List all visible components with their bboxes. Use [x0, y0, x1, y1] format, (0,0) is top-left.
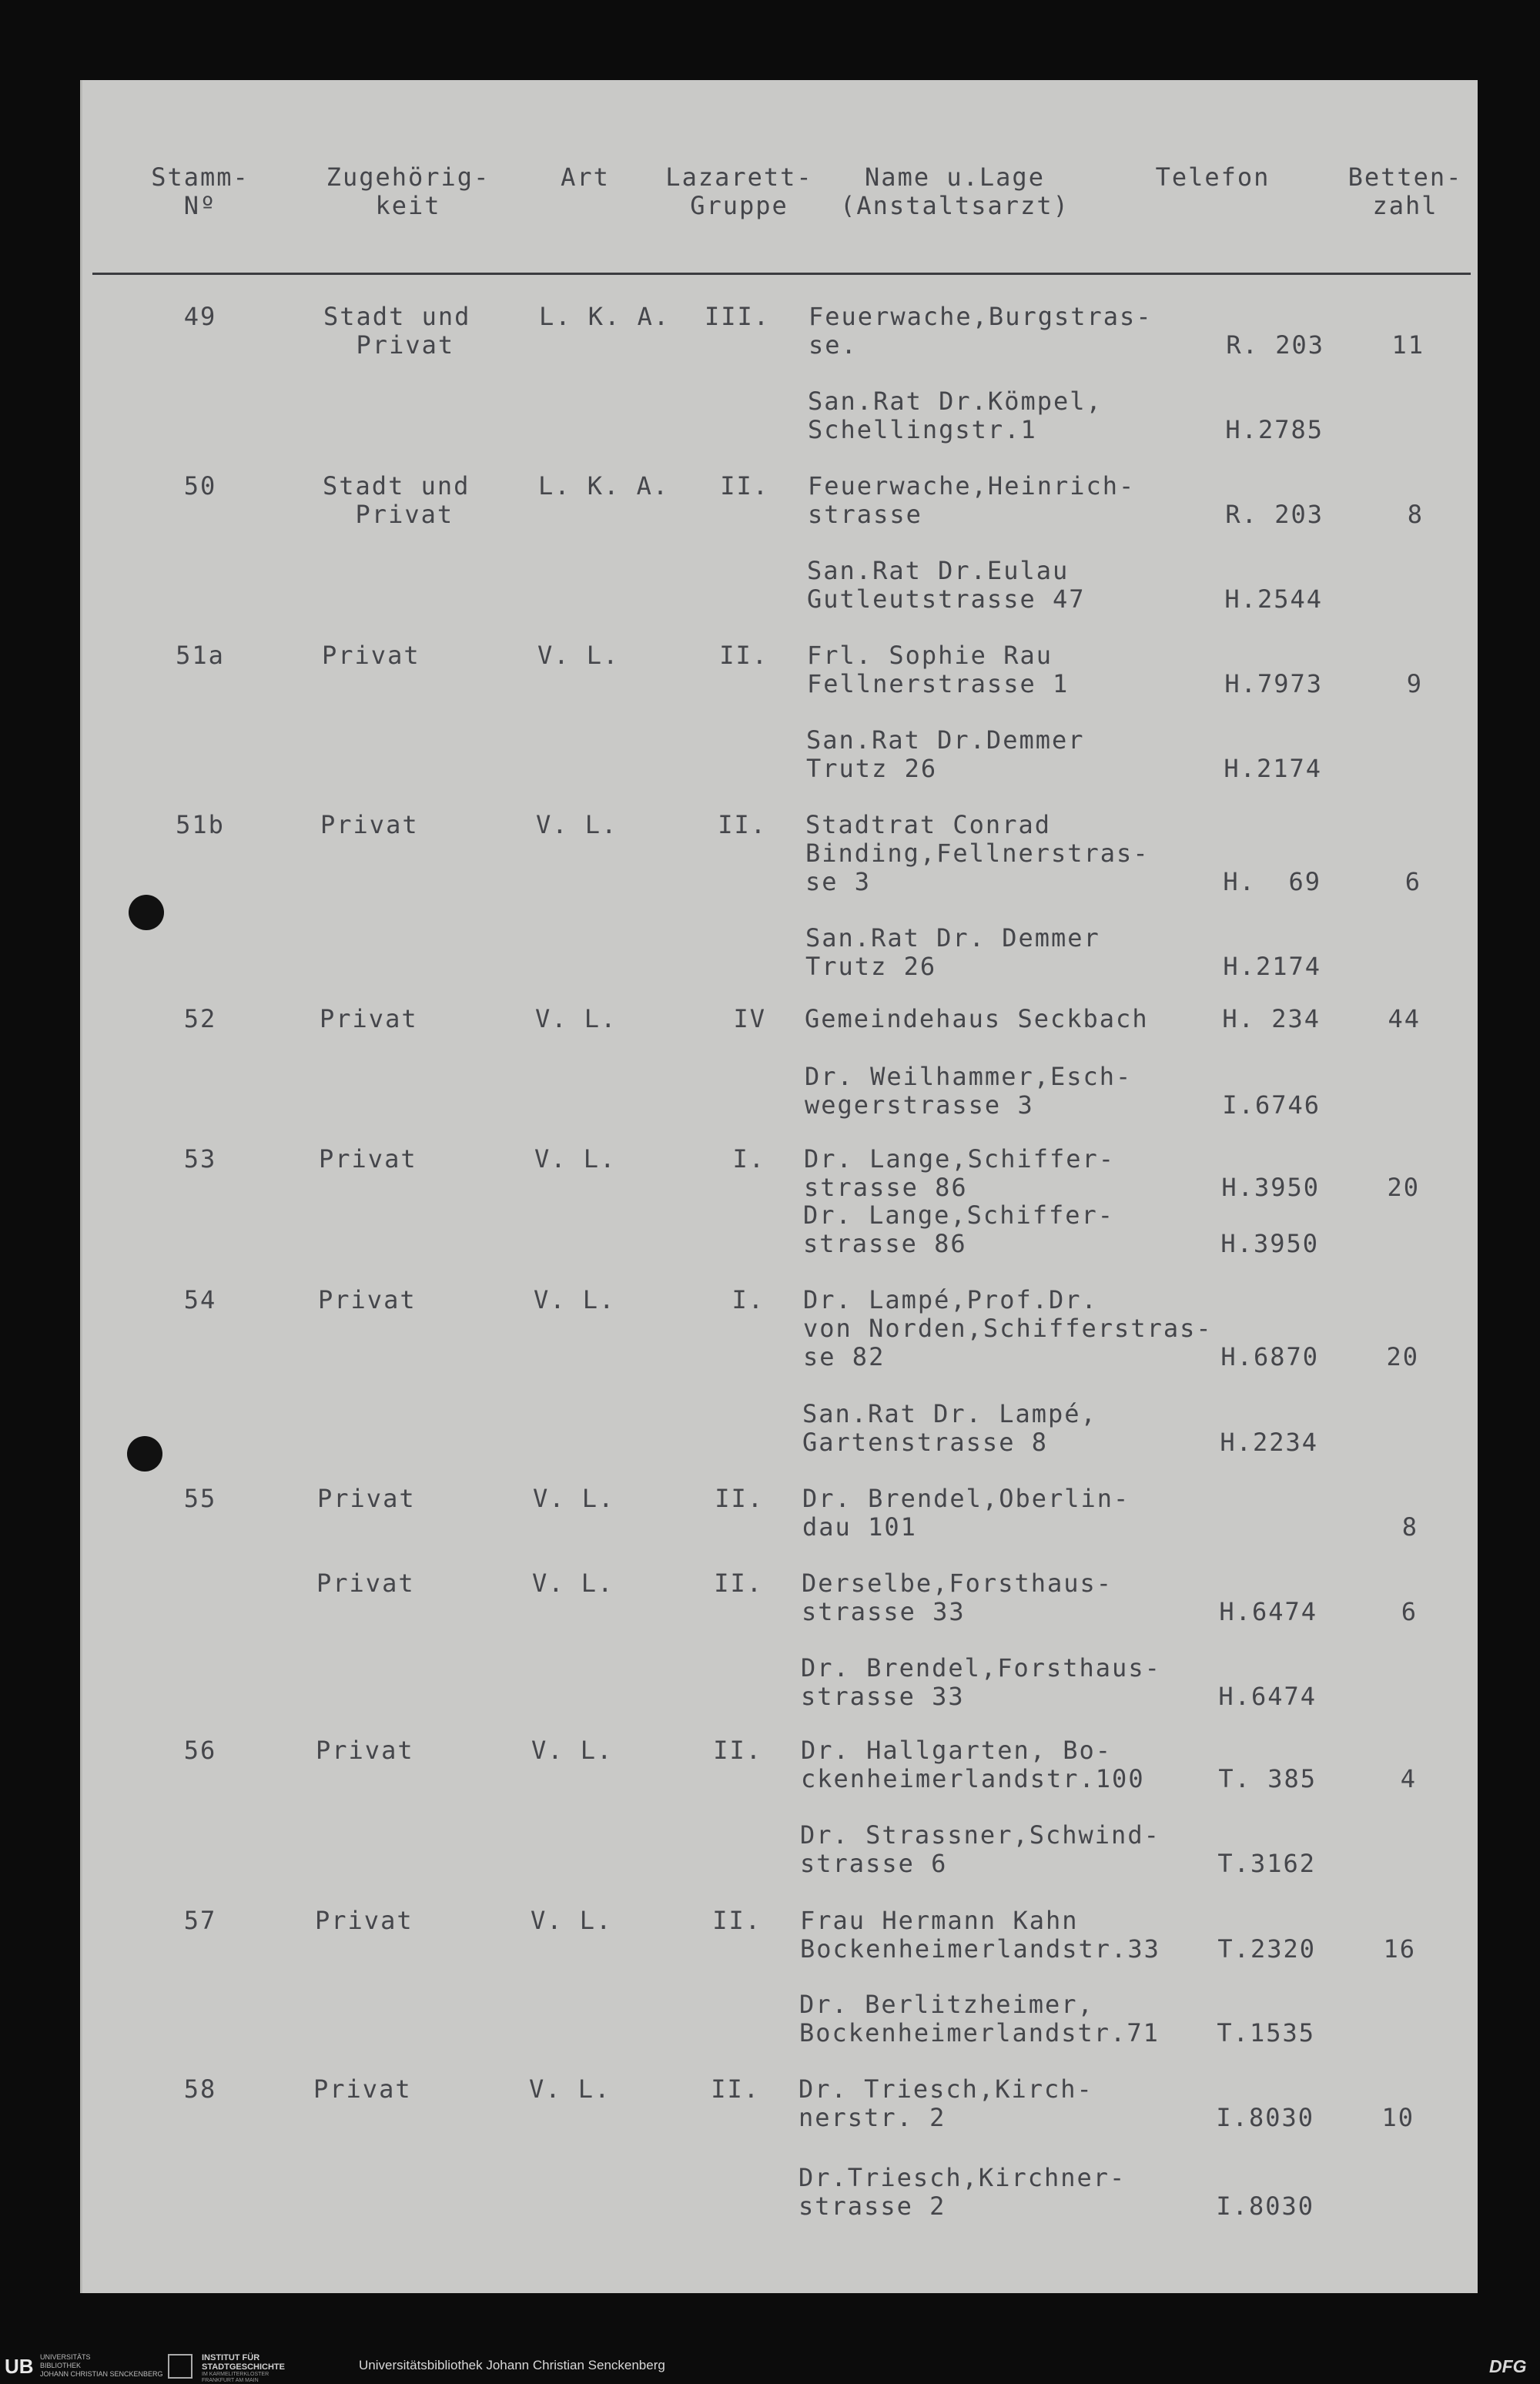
- row-4-bet: 9: [1406, 669, 1423, 698]
- row-22-name: Dr.Triesch,Kirchner- strasse 2: [798, 2163, 1127, 2221]
- row-8-name: Gemeindehaus Seckbach: [805, 1004, 1149, 1033]
- row-22-tel: I.8030: [1216, 2191, 1314, 2221]
- row-8-bet: 44: [1388, 1004, 1421, 1033]
- row-19-grp: II.: [712, 1906, 762, 1935]
- row-21-nr: 58: [183, 2074, 217, 2104]
- row-8-nr: 52: [183, 1004, 217, 1033]
- row-5-tel: H.2174: [1224, 754, 1322, 783]
- header-zugehoerigkeit: Zugehörig- keit: [326, 162, 490, 220]
- row-10-bet: 20: [1387, 1173, 1420, 1202]
- institut-logo-sub: IM KARMELITERKLOSTER FRANKFURT AM MAIN: [202, 2372, 270, 2383]
- row-2-tel: R. 203: [1225, 500, 1324, 529]
- row-10-tel: H.3950: [1221, 1173, 1320, 1202]
- row-9-name: Dr. Weilhammer,Esch- wegerstrasse 3: [805, 1062, 1133, 1120]
- row-2-art: L. K. A.: [538, 471, 670, 501]
- row-0-nr: 49: [183, 302, 217, 331]
- row-10-art: V. L.: [534, 1144, 617, 1174]
- row-6-nr: 51b: [176, 810, 225, 839]
- row-21-grp: II.: [711, 2074, 760, 2104]
- row-15-tel: H.6474: [1219, 1597, 1317, 1626]
- row-17-art: V. L.: [531, 1736, 614, 1765]
- punch-hole-lower: [127, 1436, 162, 1472]
- row-0-bet: 11: [1391, 330, 1424, 360]
- row-0-zug: Stadt und Privat: [323, 302, 471, 360]
- row-7-tel: H.2174: [1223, 952, 1321, 981]
- row-19-art: V. L.: [531, 1906, 613, 1935]
- row-18-name: Dr. Strassner,Schwind- strasse 6: [800, 1820, 1160, 1878]
- row-19-name: Frau Hermann Kahn Bockenheimerlandstr.33: [800, 1906, 1160, 1964]
- row-21-zug: Privat: [313, 2074, 412, 2104]
- row-1-tel: H.2785: [1225, 415, 1324, 444]
- institut-logo-mark: [168, 2354, 192, 2379]
- row-17-grp: II.: [713, 1736, 762, 1765]
- row-21-name: Dr. Triesch,Kirch- nerstr. 2: [798, 2074, 1093, 2132]
- row-8-tel: H. 234: [1222, 1004, 1321, 1033]
- row-19-tel: T.2320: [1217, 1934, 1316, 1964]
- row-8-grp: IV: [733, 1004, 766, 1033]
- row-14-nr: 55: [183, 1484, 217, 1513]
- row-19-nr: 57: [183, 1906, 217, 1935]
- row-10-nr: 53: [183, 1144, 217, 1174]
- row-11-tel: H.3950: [1220, 1229, 1319, 1258]
- row-14-name: Dr. Brendel,Oberlin- dau 101: [802, 1484, 1130, 1542]
- row-17-zug: Privat: [316, 1736, 414, 1765]
- row-3-tel: H.2544: [1224, 584, 1323, 614]
- ub-logo-text: UNIVERSITÄTS BIBLIOTHEK JOHANN CHRISTIAN SENCKENBERG: [40, 2353, 163, 2378]
- row-19-zug: Privat: [315, 1906, 413, 1935]
- row-16-name: Dr. Brendel,Forsthaus- strasse 33: [801, 1653, 1161, 1711]
- row-21-art: V. L.: [529, 2074, 611, 2104]
- row-4-grp: II.: [719, 641, 768, 670]
- row-13-tel: H.2234: [1220, 1428, 1318, 1457]
- punch-hole-upper: [129, 895, 164, 930]
- row-2-zug: Stadt und Privat: [323, 471, 470, 529]
- row-14-grp: II.: [715, 1484, 764, 1513]
- row-13-name: San.Rat Dr. Lampé, Gartenstrasse 8: [802, 1399, 1097, 1457]
- row-15-zug: Privat: [316, 1569, 415, 1598]
- row-14-art: V. L.: [533, 1484, 615, 1513]
- row-17-nr: 56: [183, 1736, 217, 1765]
- header-art: Art: [561, 162, 610, 192]
- row-6-grp: II.: [718, 810, 767, 839]
- ub-logo: UB: [5, 2355, 34, 2378]
- row-2-nr: 50: [183, 471, 217, 501]
- row-19-bet: 16: [1383, 1934, 1416, 1964]
- row-4-name: Frl. Sophie Rau Fellnerstrasse 1: [807, 641, 1070, 698]
- row-4-nr: 51a: [176, 641, 225, 670]
- row-4-zug: Privat: [322, 641, 420, 670]
- row-0-name: Feuerwache,Burgstras- se.: [808, 302, 1153, 360]
- row-7-name: San.Rat Dr. Demmer Trutz 26: [805, 923, 1100, 981]
- row-20-name: Dr. Berlitzheimer, Bockenheimerlandstr.71: [799, 1990, 1160, 2047]
- row-11-name: Dr. Lange,Schiffer- strasse 86: [803, 1200, 1115, 1258]
- row-15-grp: II.: [714, 1569, 763, 1598]
- row-2-bet: 8: [1407, 500, 1424, 529]
- row-14-bet: 8: [1401, 1512, 1418, 1542]
- library-name: Universitätsbibliothek Johann Christian Senckenberg: [359, 2358, 665, 2372]
- row-16-tel: H.6474: [1218, 1682, 1317, 1711]
- row-4-tel: H.7973: [1224, 669, 1323, 698]
- row-6-art: V. L.: [536, 810, 618, 839]
- row-12-tel: H.6870: [1220, 1342, 1319, 1371]
- row-12-art: V. L.: [534, 1285, 616, 1314]
- row-17-bet: 4: [1400, 1764, 1417, 1793]
- header-rule: [92, 273, 1471, 275]
- row-12-bet: 20: [1386, 1342, 1419, 1371]
- row-21-bet: 10: [1381, 2103, 1414, 2132]
- row-14-zug: Privat: [317, 1484, 416, 1513]
- row-15-name: Derselbe,Forsthaus- strasse 33: [802, 1569, 1113, 1626]
- row-17-tel: T. 385: [1218, 1764, 1317, 1793]
- row-10-grp: I.: [732, 1144, 765, 1174]
- row-12-nr: 54: [183, 1285, 217, 1314]
- row-6-tel: H. 69: [1223, 867, 1321, 896]
- row-15-art: V. L.: [532, 1569, 614, 1598]
- row-18-tel: T.3162: [1217, 1849, 1316, 1878]
- row-15-bet: 6: [1401, 1597, 1418, 1626]
- row-9-tel: I.6746: [1222, 1090, 1321, 1120]
- row-6-bet: 6: [1404, 867, 1421, 896]
- institut-logo-text: INSTITUT FÜR STADTGESCHICHTE: [202, 2353, 285, 2372]
- header-lazarett: Lazarett- Gruppe: [665, 162, 813, 220]
- row-12-name: Dr. Lampé,Prof.Dr. von Norden,Schifferstras- se 82: [803, 1285, 1213, 1371]
- row-1-name: San.Rat Dr.Kömpel, Schellingstr.1: [808, 387, 1103, 444]
- row-3-name: San.Rat Dr.Eulau Gutleutstrasse 47: [807, 556, 1086, 614]
- row-0-grp: III.: [704, 302, 770, 331]
- row-8-zug: Privat: [320, 1004, 418, 1033]
- header-stamm: Stamm- Nº: [151, 162, 249, 220]
- row-6-zug: Privat: [320, 810, 419, 839]
- row-12-grp: I.: [732, 1285, 765, 1314]
- header-bettenzahl: Betten- zahl: [1348, 162, 1463, 220]
- dfg-logo: DFG: [1489, 2356, 1527, 2376]
- row-21-tel: I.8030: [1216, 2103, 1314, 2132]
- row-5-name: San.Rat Dr.Demmer Trutz 26: [806, 725, 1085, 783]
- row-0-tel: R. 203: [1226, 330, 1324, 360]
- row-6-name: Stadtrat Conrad Binding,Fellnerstras- se 3: [805, 810, 1150, 896]
- row-17-name: Dr. Hallgarten, Bo- ckenheimerlandstr.100: [801, 1736, 1145, 1793]
- row-10-name: Dr. Lange,Schiffer- strasse 86: [804, 1144, 1116, 1202]
- row-20-tel: T.1535: [1217, 2018, 1315, 2047]
- row-4-art: V. L.: [537, 641, 620, 670]
- header-telefon: Telefon: [1155, 162, 1270, 192]
- row-10-zug: Privat: [319, 1144, 417, 1174]
- row-2-grp: II.: [720, 471, 769, 501]
- row-2-name: Feuerwache,Heinrich- strasse: [808, 471, 1136, 529]
- row-8-art: V. L.: [535, 1004, 618, 1033]
- header-name: Name u.Lage (Anstaltsarzt): [840, 162, 1070, 220]
- row-0-art: L. K. A.: [539, 302, 671, 331]
- row-12-zug: Privat: [318, 1285, 417, 1314]
